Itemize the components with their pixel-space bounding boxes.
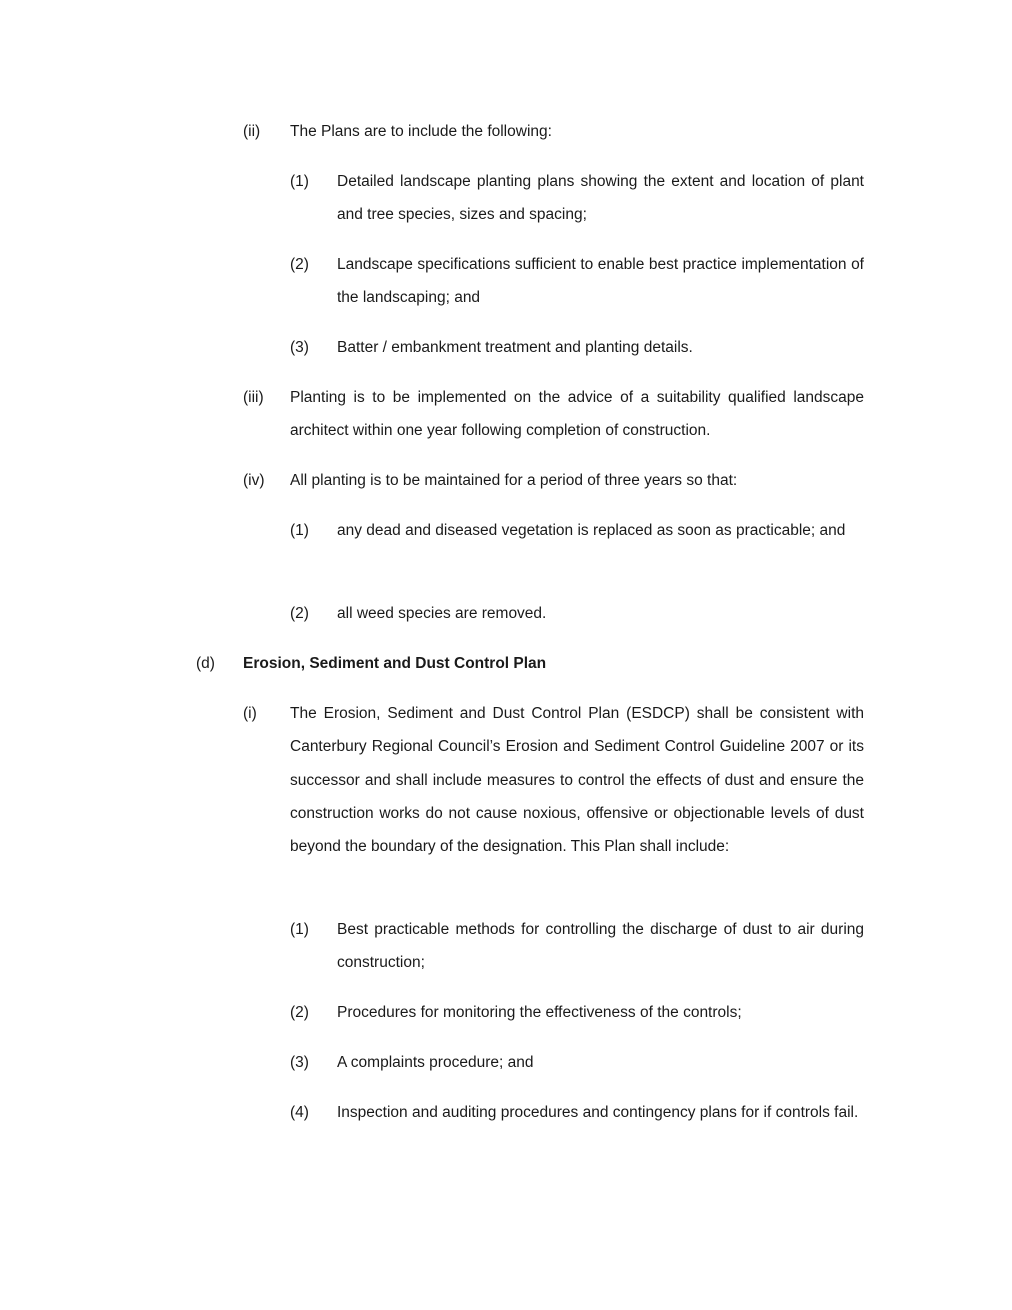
clause-marker: (ii) [243, 123, 261, 140]
clause-ii-2 [290, 255, 864, 315]
clause-d-i-3 [290, 1053, 864, 1079]
clause-text: The Plans are to include the following: [290, 123, 552, 140]
clause-iv-1 [290, 521, 864, 547]
clause-marker: (2) [290, 1004, 309, 1021]
clause-iii [243, 388, 864, 448]
clause-text: Landscape specifications sufficient to enable best practice implementation of the landscaping; and [337, 256, 864, 307]
clause-text: Batter / embankment treatment and planting details. [337, 339, 693, 356]
clause-text: The Erosion, Sediment and Dust Control Plan (ESDCP) shall be consistent with Canterbury Regional Council’s Erosion and Sediment Control Guideline 2007 or its successor and shall include measures to control the effects of dust and ensure the construction works do not cause noxious, offensive or objectionable levels of dust beyond the boundary of the designation. This Plan shall include: [290, 705, 864, 856]
clause-d-i-4 [290, 1103, 864, 1129]
clause-text: Procedures for monitoring the effectiveness of the controls; [337, 1004, 742, 1021]
clause-marker: (i) [243, 705, 257, 722]
clause-text: A complaints procedure; and [337, 1054, 534, 1071]
clause-text: Detailed landscape planting plans showing the extent and location of plant and tree species, sizes and spacing; [337, 173, 864, 224]
clause-text: any dead and diseased vegetation is replaced as soon as practicable; and [337, 522, 846, 539]
clause-ii-3 [290, 338, 864, 364]
clause-marker: (2) [290, 256, 309, 273]
clause-d-i [243, 704, 864, 863]
clause-text: all weed species are removed. [337, 605, 547, 622]
section-d-heading [196, 654, 864, 680]
clause-ii-1 [290, 172, 864, 232]
clause-marker: (4) [290, 1104, 309, 1121]
clause-iv-2 [290, 604, 864, 630]
clause-marker: (3) [290, 339, 309, 356]
clause-d-i-2 [290, 1003, 864, 1029]
section-marker: (d) [196, 655, 215, 672]
clause-marker: (iv) [243, 472, 265, 489]
clause-d-i-1 [290, 920, 864, 980]
clause-text: All planting is to be maintained for a period of three years so that: [290, 472, 738, 489]
clause-marker: (3) [290, 1054, 309, 1071]
clause-marker: (1) [290, 921, 309, 938]
clause-marker: (1) [290, 522, 309, 539]
clause-text: Inspection and auditing procedures and contingency plans for if controls fail. [337, 1104, 859, 1121]
clause-marker: (iii) [243, 389, 264, 406]
clause-ii [243, 122, 864, 148]
clause-text: Planting is to be implemented on the advice of a suitability qualified landscape architect within one year following completion of construction. [290, 389, 864, 440]
clause-marker: (2) [290, 605, 309, 622]
section-title: Erosion, Sediment and Dust Control Plan [243, 655, 547, 672]
clause-text: Best practicable methods for controlling the discharge of dust to air during construction; [337, 921, 864, 972]
clause-iv [243, 471, 864, 497]
clause-marker: (1) [290, 173, 309, 190]
